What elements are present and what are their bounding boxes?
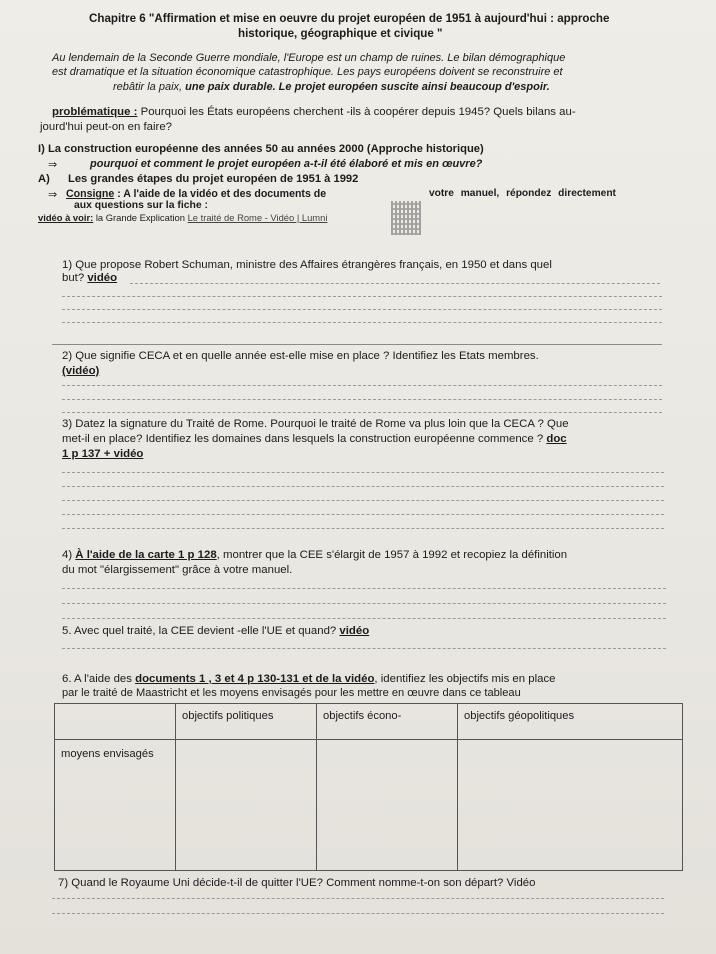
q5-video: vidéo: [339, 625, 370, 637]
consigne-label: Consigne: [66, 188, 115, 200]
answer-line: [62, 385, 662, 386]
answer-line: [62, 472, 664, 473]
consigne-text: : A l'aide de la vidéo et des documents de: [114, 188, 327, 200]
arrow-icon: ⇒: [48, 159, 58, 171]
q1-but: but?: [62, 272, 88, 284]
part1-subquestion: pourquoi et comment le projet européen a-t-il été élaboré et mis en œuvre?: [90, 158, 483, 170]
table-cell-economiques[interactable]: [317, 740, 458, 871]
intro-line3-b: une paix durable. Le projet européen suscite ainsi beaucoup d'espoir.: [185, 81, 550, 93]
q4-num: 4): [62, 549, 76, 561]
intro-line2: est dramatique et la situation économique catastrophique. Les pays européens doivent se reconstruire et: [52, 66, 563, 78]
answer-line: [62, 618, 666, 619]
answer-line: [62, 528, 664, 529]
problematique-label: problématique :: [52, 106, 138, 118]
answer-line: [62, 296, 662, 297]
table-header-geopolitiques: objectifs géopolitiques: [458, 704, 683, 740]
answer-line: [62, 648, 666, 649]
q3-text: met-il en place? Identifiez les domaines dans lesquels la construction européenne commence ?: [62, 433, 547, 445]
answer-line: [62, 412, 662, 413]
q2-line2: (vidéo): [62, 365, 100, 377]
problematique-text: Pourquoi les États européens cherchent -ils à coopérer depuis 1945? Quels bilans au-: [137, 106, 576, 118]
arrow-icon: ⇒: [48, 189, 58, 201]
answer-line: [130, 283, 660, 284]
intro-line1: Au lendemain de la Seconde Guerre mondiale, l'Europe est un champ de ruines. Le bilan démographique: [52, 52, 566, 64]
answer-line: [62, 399, 662, 400]
intro-line3-a: rebâtir la paix,: [113, 81, 186, 93]
answer-line: [62, 486, 664, 487]
table-cell-politiques[interactable]: [176, 740, 317, 871]
answer-line: [62, 603, 666, 604]
q6-intro: 6. A l'aide des: [62, 673, 136, 685]
answer-line: [62, 322, 662, 323]
q5-text: 5. Avec quel traité, la CEE devient -elle l'UE et quand?: [62, 625, 340, 637]
q7-line: 7) Quand le Royaume Uni décide-t-il de quitter l'UE? Comment nomme-t-on son départ? Vidéo: [58, 877, 536, 889]
q4-line1: [62, 549, 567, 561]
q1-line1: 1) Que propose Robert Schuman, ministre des Affaires étrangères français, en 1950 et dans quel: [62, 259, 552, 271]
intro-line3: [113, 81, 550, 93]
table-corner-cell: [55, 704, 176, 740]
q1-video-label: vidéo: [87, 272, 118, 284]
answer-line: [62, 514, 664, 515]
video-link[interactable]: Le traité de Rome - Vidéo | Lumni: [187, 212, 328, 223]
answer-line: [62, 500, 664, 501]
answer-line: [62, 309, 662, 310]
video-text: la Grande Explication: [93, 212, 188, 223]
q6-text: , identifiez les objectifs mis en place: [374, 673, 556, 685]
q4-line2: du mot "élargissement" grâce à votre manuel.: [62, 564, 293, 576]
consigne-line1: [66, 188, 326, 200]
q6-line1: [62, 673, 556, 685]
qr-code-icon: [391, 201, 421, 235]
sectionA-title: Les grandes étapes du projet européen de 1951 à 1992: [68, 173, 359, 185]
chapter-title-line1: Chapitre 6 "Affirmation et mise en oeuvre du projet européen de 1951 à aujourd'hui : approche: [89, 12, 610, 25]
chapter-title-line2: historique, géographique et civique ": [238, 27, 443, 40]
q3-doc: doc: [546, 433, 567, 445]
answer-line: [62, 588, 666, 589]
consigne-right: votre manuel, répondez directement: [429, 188, 616, 199]
q6-line2: par le traité de Maastricht et les moyens envisagés pour les mettre en œuvre dans ce tableau: [62, 687, 521, 699]
q1-line2: [62, 272, 117, 284]
q5-line: [62, 625, 369, 637]
problematique-line2: jourd'hui peut-on en faire?: [40, 121, 172, 133]
table-header-politiques: objectifs politiques: [176, 704, 317, 740]
video-label: vidéo à voir:: [38, 212, 94, 223]
q4-text: , montrer que la CEE s'élargit de 1957 à 1992 et recopiez la définition: [216, 549, 568, 561]
q6-docs: documents 1 , 3 et 4 p 130-131 et de la vidéo: [135, 673, 375, 685]
consigne-line2: aux questions sur la fiche :: [74, 200, 208, 211]
problematique-line1: [52, 106, 576, 118]
video-line: [38, 212, 327, 223]
answer-line: [52, 898, 664, 899]
part1-heading: I) La construction européenne des années 50 au années 2000 (Approche historique): [38, 143, 484, 155]
maastricht-table: [54, 703, 683, 871]
table-header-economiques: objectifs écono-: [317, 704, 458, 740]
answer-line: [52, 913, 664, 914]
table-cell-geopolitiques[interactable]: [458, 740, 683, 871]
q4-map-ref: À l'aide de la carte 1 p 128: [75, 549, 217, 561]
q3-line2: [62, 433, 567, 445]
sectionA-label: A): [38, 173, 50, 185]
q3-line3: 1 p 137 + vidéo: [62, 448, 144, 460]
q2-line1: 2) Que signifie CECA et en quelle année est-elle mise en place ? Identifiez les Etats membres.: [62, 350, 539, 362]
q3-line1: 3) Datez la signature du Traité de Rome. Pourquoi le traité de Rome va plus loin que la CECA ? Que: [62, 418, 569, 430]
table-row-label-moyens: moyens envisagés: [55, 740, 176, 871]
separator-line: [52, 344, 662, 345]
